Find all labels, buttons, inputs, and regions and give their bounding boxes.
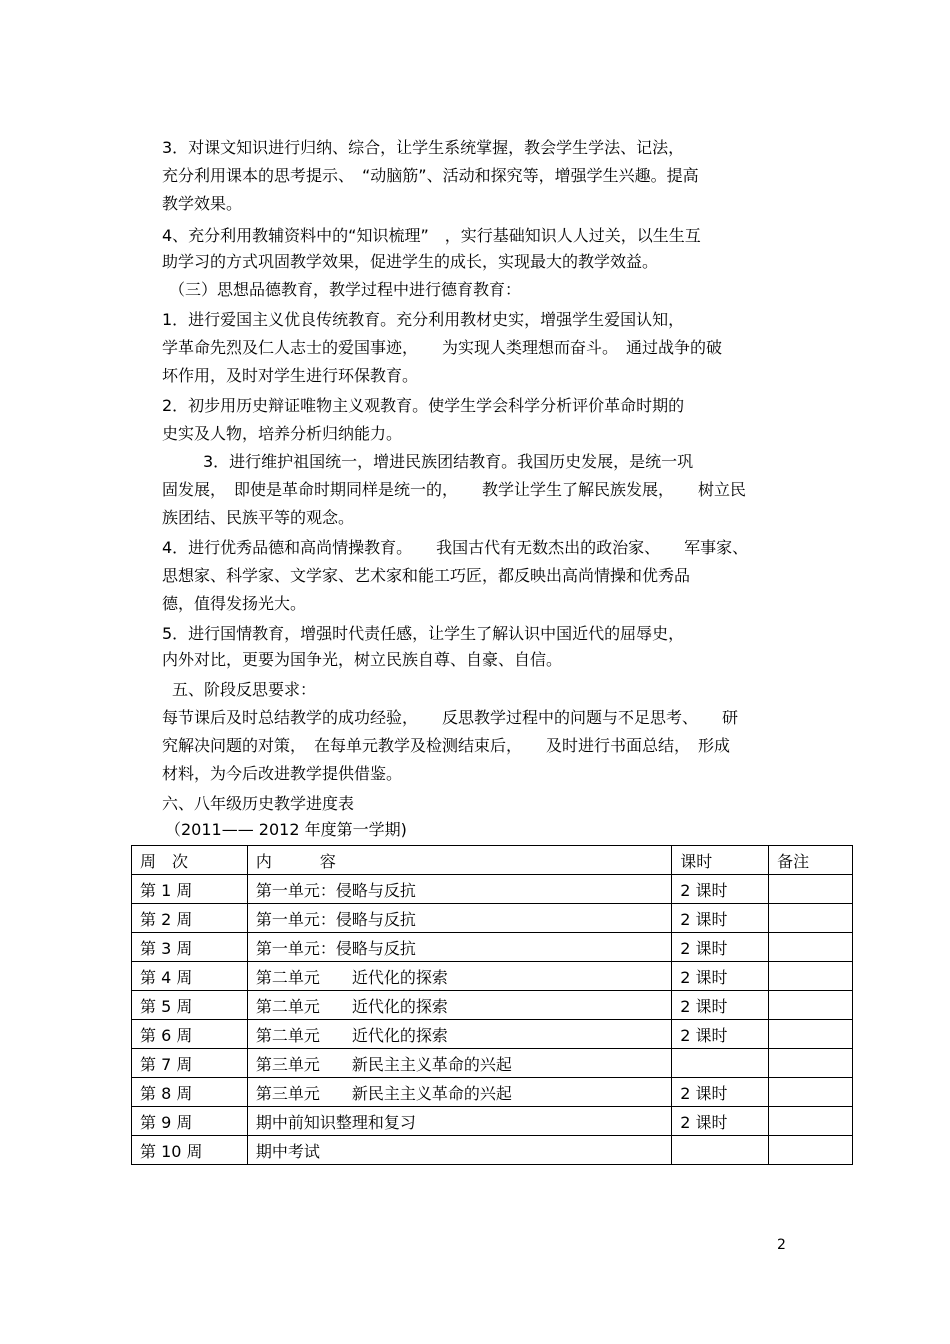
table-row — [132, 962, 853, 991]
content-cell: 第一单元：侵略与反抗 — [247, 875, 671, 904]
table-row — [132, 1020, 853, 1049]
content-cell: 第一单元：侵略与反抗 — [247, 933, 671, 962]
content-cell: 期中前知识整理和复习 — [247, 1107, 671, 1136]
notes-cell — [769, 1078, 853, 1107]
week-cell: 第 3 周 — [132, 933, 248, 962]
table-row — [132, 904, 853, 933]
hours-cell: 2 课时 — [672, 933, 769, 962]
section-heading: （三）思想品德教育，教学过程中进行德育教育： — [169, 280, 522, 299]
notes-cell — [769, 1020, 853, 1049]
text-line: 3．进行维护祖国统一，增进民族团结教育。我国历史发展，是统一巩 — [203, 452, 694, 471]
week-cell: 第 7 周 — [132, 1049, 248, 1078]
content-cell: 第二单元 近代化的探索 — [247, 962, 671, 991]
content-cell: 第三单元 新民主主义革命的兴起 — [247, 1078, 671, 1107]
notes-cell — [769, 904, 853, 933]
hours-cell: 2 课时 — [672, 904, 769, 933]
content-cell: 第二单元 近代化的探索 — [247, 1020, 671, 1049]
text-line: 坏作用，及时对学生进行环保教育。 — [162, 366, 419, 385]
text-line: 3．对课文知识进行归纳、综合，让学生系统掌握，教会学生学法、记法， — [162, 138, 685, 157]
text-line: 4、充分利用教辅资料中的“知识梳理” ，实行基础知识人人过关，以生生互 — [162, 226, 701, 245]
notes-cell — [769, 991, 853, 1020]
text-line: 5．进行国情教育，增强时代责任感，让学生了解认识中国近代的屈辱史， — [162, 624, 685, 643]
week-cell: 第 4 周 — [132, 962, 248, 991]
table-row — [132, 933, 853, 962]
week-cell: 第 5 周 — [132, 991, 248, 1020]
week-cell: 第 1 周 — [132, 875, 248, 904]
text-line: 内外对比，更要为国争光，树立民族自尊、自豪、自信。 — [162, 650, 563, 669]
hours-cell: 2 课时 — [672, 1020, 769, 1049]
text-line: 德，值得发扬光大。 — [162, 594, 307, 613]
text-line: 究解决问题的对策， 在每单元教学及检测结束后， 及时进行书面总结， 形成 — [162, 736, 731, 755]
notes-cell — [769, 1107, 853, 1136]
week-cell: 第 2 周 — [132, 904, 248, 933]
hours-cell — [672, 1049, 769, 1078]
text-line: 学革命先烈及仁人志士的爱国事迹， 为实现人类理想而奋斗。 通过战争的破 — [162, 338, 723, 357]
hours-cell — [672, 1136, 769, 1165]
content-cell: 第三单元 新民主主义革命的兴起 — [247, 1049, 671, 1078]
table-row — [132, 991, 853, 1020]
content-cell: 第一单元：侵略与反抗 — [247, 904, 671, 933]
notes-cell — [769, 1136, 853, 1165]
header-hours: 课时 — [672, 846, 769, 875]
text-line: 教学效果。 — [162, 194, 243, 213]
hours-cell: 2 课时 — [672, 875, 769, 904]
page-number: 2 — [777, 1237, 786, 1253]
text-line: 4．进行优秀品德和高尚情操教育。 我国古代有无数杰出的政治家、 军事家、 — [162, 538, 749, 557]
content-cell: 第二单元 近代化的探索 — [247, 991, 671, 1020]
hours-cell: 2 课时 — [672, 962, 769, 991]
week-cell: 第 8 周 — [132, 1078, 248, 1107]
header-content: 内 容 — [247, 846, 671, 875]
section-heading: 六、八年级历史教学进度表 — [162, 794, 355, 813]
hours-cell: 2 课时 — [672, 1078, 769, 1107]
week-cell: 第 9 周 — [132, 1107, 248, 1136]
header-notes: 备注 — [769, 846, 853, 875]
text-line: 1．进行爱国主义优良传统教育。充分利用教材史实，增强学生爱国认知， — [162, 310, 685, 329]
table-row — [132, 1136, 853, 1165]
section-heading: 五、阶段反思要求： — [172, 680, 317, 699]
text-line: 族团结、民族平等的观念。 — [162, 508, 355, 527]
table-header-row — [132, 846, 853, 875]
text-line: 每节课后及时总结教学的成功经验， 反思教学过程中的问题与不足思考、 研 — [162, 708, 739, 727]
content-cell: 期中考试 — [247, 1136, 671, 1165]
notes-cell — [769, 933, 853, 962]
schedule-table — [131, 845, 853, 1165]
hours-cell: 2 课时 — [672, 991, 769, 1020]
text-line: 史实及人物，培养分析归纳能力。 — [162, 424, 403, 443]
notes-cell — [769, 875, 853, 904]
notes-cell — [769, 962, 853, 991]
text-line: 材料，为今后改进教学提供借鉴。 — [162, 764, 403, 783]
table-row — [132, 1049, 853, 1078]
notes-cell — [769, 1049, 853, 1078]
hours-cell: 2 课时 — [672, 1107, 769, 1136]
table-row — [132, 1107, 853, 1136]
table-row — [132, 875, 853, 904]
header-week: 周 次 — [132, 846, 248, 875]
text-line: 充分利用课本的思考提示、 “动脑筋”、活动和探究等，增强学生兴趣。提高 — [162, 166, 699, 185]
week-cell: 第 10 周 — [132, 1136, 248, 1165]
text-line: 固发展， 即使是革命时期同样是统一的， 教学让学生了解民族发展， 树立民 — [162, 480, 747, 499]
table-caption: （2011—— 2012 年度第一学期) — [165, 820, 407, 839]
text-line: 思想家、科学家、文学家、艺术家和能工巧匠，都反映出高尚情操和优秀品 — [162, 566, 691, 585]
text-line: 助学习的方式巩固教学效果，促进学生的成长，实现最大的教学效益。 — [162, 252, 659, 271]
text-line: 2．初步用历史辩证唯物主义观教育。使学生学会科学分析评价革命时期的 — [162, 396, 685, 415]
table-row — [132, 1078, 853, 1107]
week-cell: 第 6 周 — [132, 1020, 248, 1049]
